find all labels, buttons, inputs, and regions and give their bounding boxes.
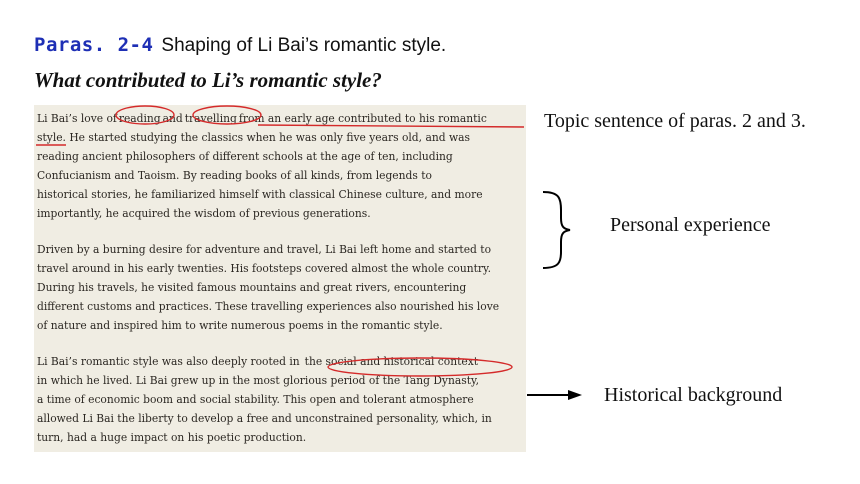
paragraph-4 xyxy=(37,352,526,447)
paragraph-2 xyxy=(37,109,526,223)
passage-line: style. He started studying the classics when he was only five years old, and was xyxy=(37,131,470,144)
paragraph-3 xyxy=(37,240,526,335)
passage-line: allowed Li Bai the liberty to develop a free and unconstrained personality, which, in xyxy=(37,412,492,425)
right-brace-icon xyxy=(543,192,570,268)
slide-header xyxy=(34,34,446,57)
passage-line: Confucianism and Taoism. By reading books of all kinds, from legends to xyxy=(37,169,432,182)
passage-line: a time of economic boom and social stability. This open and tolerant atmosphere xyxy=(37,393,474,406)
annotation-historical-background: Historical background xyxy=(604,384,783,406)
circled-phrase-context: the social and historical context xyxy=(304,355,479,368)
passage-line: Li Bai’s love of reading and travelling from an early age contributed to his romantic xyxy=(37,112,487,125)
annotation-topic-sentence: Topic sentence of paras. 2 and 3. xyxy=(544,110,806,132)
passage-line: reading ancient philosophers of different schools at the age of ten, including xyxy=(37,150,453,163)
passage-scan xyxy=(34,105,526,452)
passage-line: different customs and practices. These travelling experiences also nourished his love xyxy=(37,300,500,313)
paragraph-range-label: Paras. 2-4 xyxy=(34,34,154,56)
guiding-question: What contributed to Li’s romantic style? xyxy=(34,68,382,92)
passage-line: travel around in his early twenties. His footsteps covered almost the whole country. xyxy=(37,262,492,275)
passage-line: turn, had a huge impact on his poetic production. xyxy=(37,431,307,444)
passage-line: in which he lived. Li Bai grew up in the most glorious period of the Tang Dynasty, xyxy=(37,374,480,387)
circled-word-travelling: travelling xyxy=(184,112,237,125)
passage-line: historical stories, he familiarized himself with classical Chinese culture, and more xyxy=(37,188,483,201)
passage-line: Driven by a burning desire for adventure and travel, Li Bai left home and started to xyxy=(37,243,492,256)
passage-line: During his travels, he visited famous mountains and great rivers, encountering xyxy=(37,281,467,294)
slide-title: Shaping of Li Bai’s romantic style. xyxy=(161,35,447,56)
circled-word-reading: reading xyxy=(118,112,161,125)
arrow-right-icon xyxy=(568,390,582,400)
annotation-personal-experience: Personal experience xyxy=(610,214,771,236)
passage-line: Li Bai’s romantic style was also deeply rooted in the social and historical context xyxy=(37,355,479,368)
passage-line: of nature and inspired him to write numerous poems in the romantic style. xyxy=(37,319,443,332)
passage-line: importantly, he acquired the wisdom of previous generations. xyxy=(37,207,371,220)
